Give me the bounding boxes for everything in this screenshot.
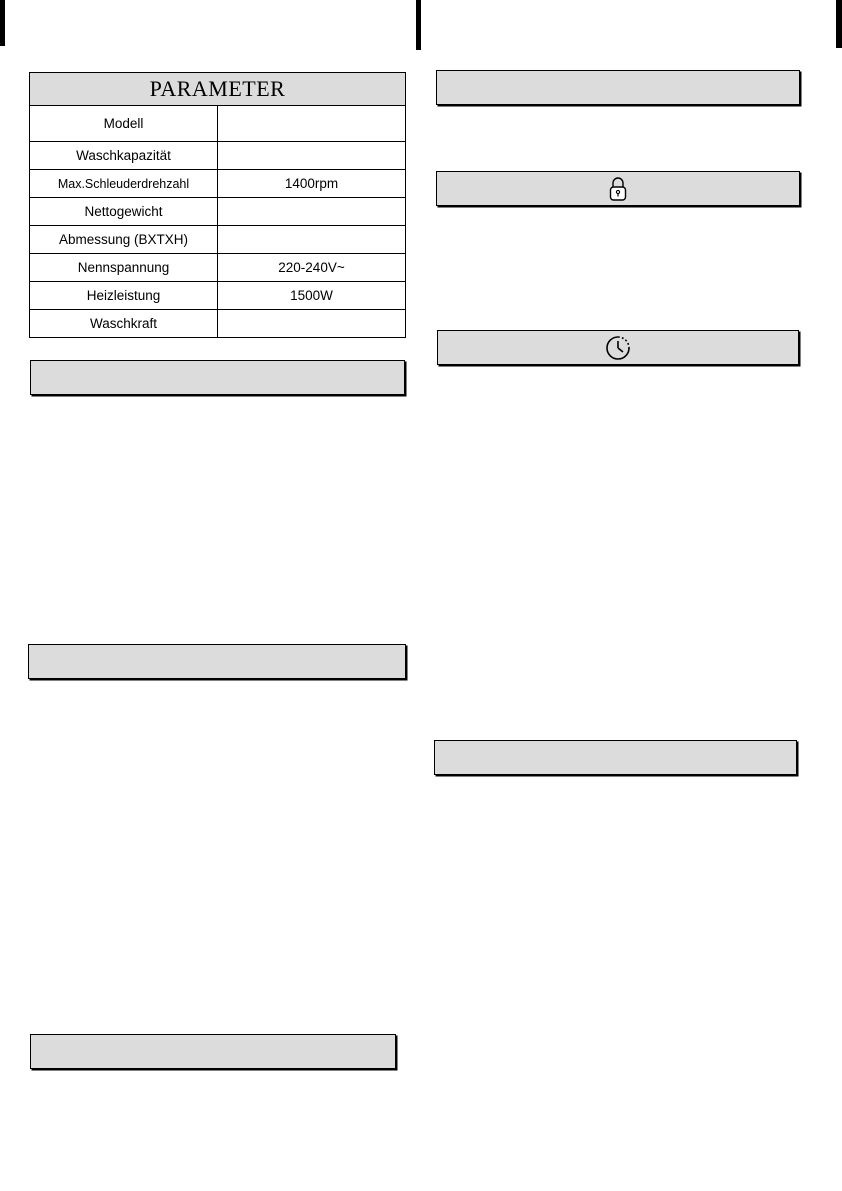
row-value-heizleistung: 1500W [218, 282, 406, 310]
table-title: PARAMETER [30, 73, 406, 106]
row-value-schleuderdrehzahl: 1400rpm [218, 170, 406, 198]
row-value-nettogewicht [218, 198, 406, 226]
section-bar-right-1 [436, 70, 800, 105]
table-row [30, 142, 406, 170]
row-label-heizleistung: Heizleistung [30, 282, 218, 310]
row-value-abmessung [218, 226, 406, 254]
lock-icon [609, 176, 627, 202]
table-row [30, 254, 406, 282]
section-bar-right-3 [437, 330, 799, 365]
table-row [30, 170, 406, 198]
row-label-waschkraft: Waschkraft [30, 310, 218, 338]
row-value-modell [218, 106, 406, 142]
parameter-table [29, 72, 406, 338]
section-bar-left-2 [28, 644, 406, 679]
section-bar-right-2 [436, 171, 800, 206]
row-label-schleuderdrehzahl: Max.Schleuderdrehzahl [30, 170, 218, 198]
crop-mark-top-center [416, 0, 421, 50]
section-bar-left-1 [30, 360, 405, 395]
crop-mark-top-left [0, 0, 5, 46]
row-label-nettogewicht: Nettogewicht [30, 198, 218, 226]
section-bar-left-3 [30, 1034, 396, 1069]
row-label-waschkapazitaet: Waschkapazität [30, 142, 218, 170]
table-row [30, 106, 406, 142]
row-value-waschkraft [218, 310, 406, 338]
row-label-abmessung: Abmessung (BXTXH) [30, 226, 218, 254]
row-value-nennspannung: 220-240V~ [218, 254, 406, 282]
row-label-modell: Modell [30, 106, 218, 142]
section-bar-right-4 [434, 740, 797, 775]
table-row [30, 198, 406, 226]
table-row [30, 310, 406, 338]
table-row [30, 282, 406, 310]
crop-mark-top-right [836, 0, 842, 48]
table-row [30, 226, 406, 254]
row-label-nennspannung: Nennspannung [30, 254, 218, 282]
clock-icon [604, 334, 632, 362]
row-value-waschkapazitaet [218, 142, 406, 170]
